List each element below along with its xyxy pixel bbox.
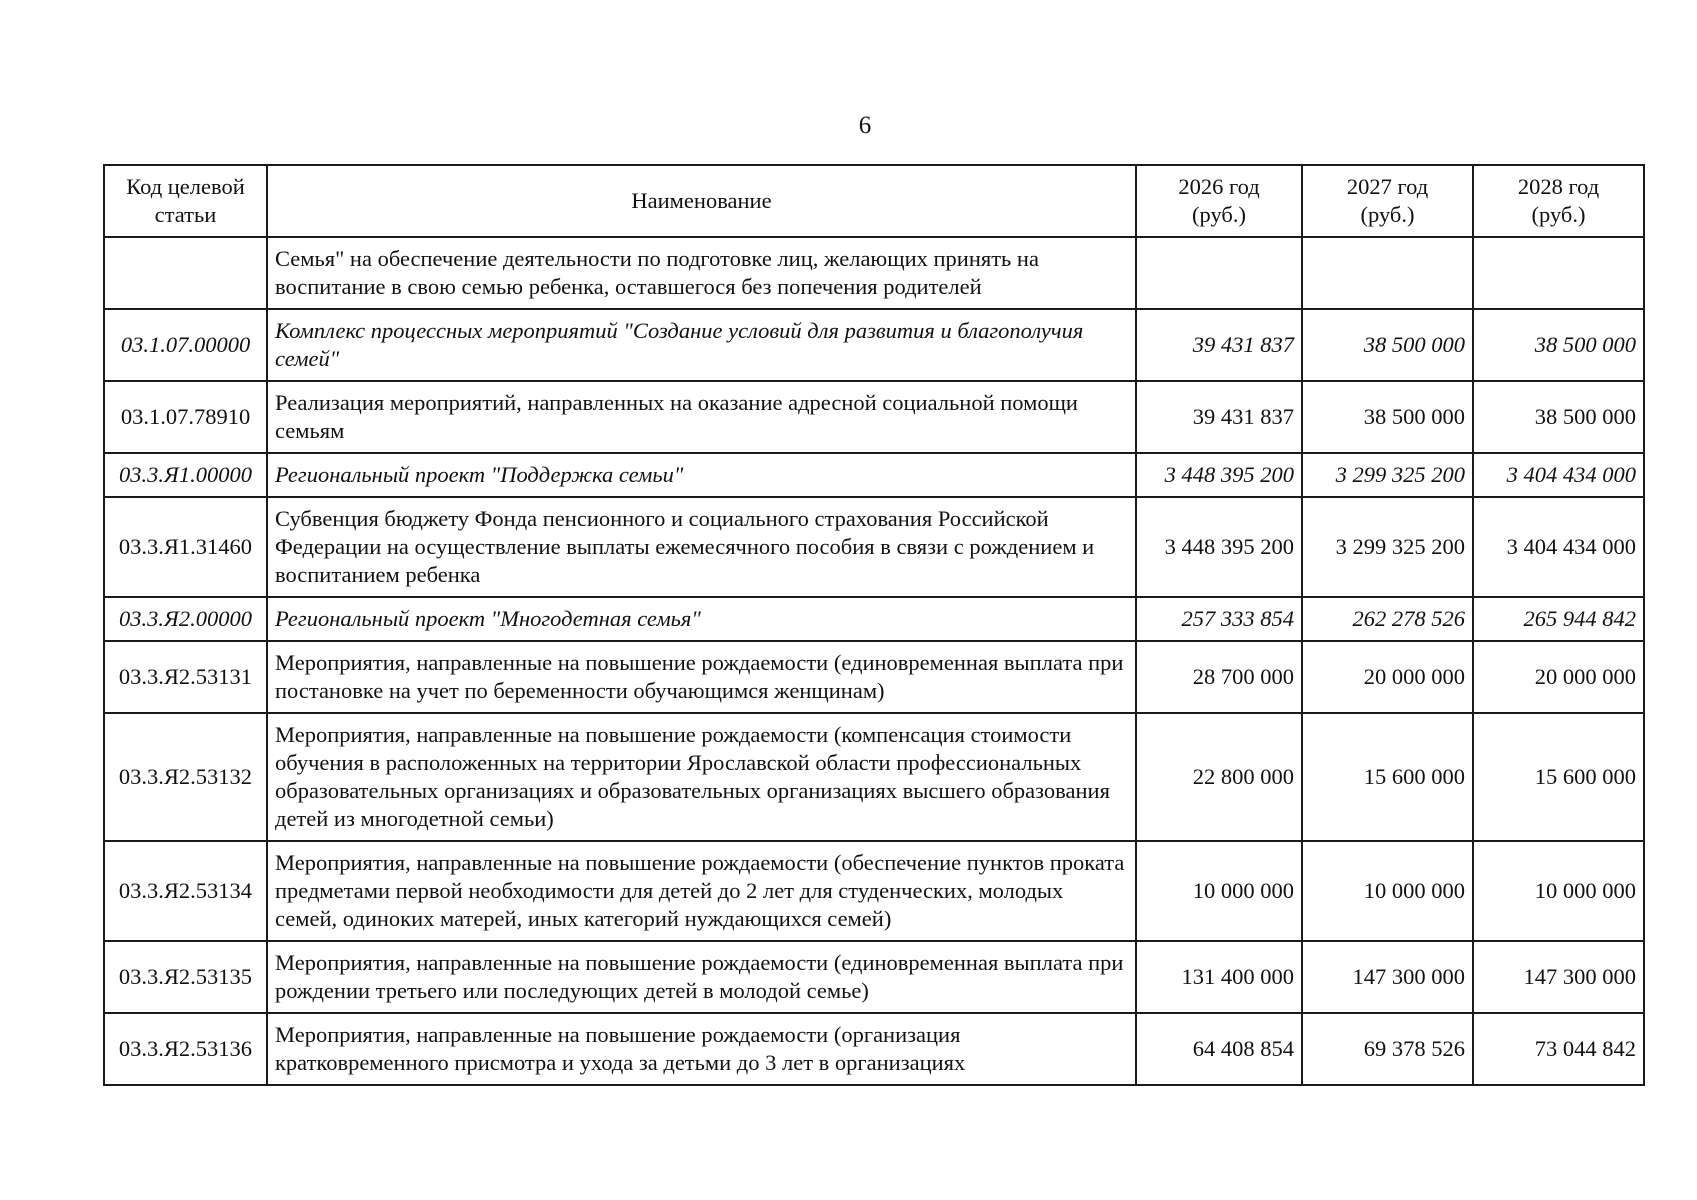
cell-code: 03.3.Я1.31460 (104, 497, 267, 597)
cell-name: Мероприятия, направленные на повышение рождаемости (компенсация стоимости обучения в расположенных на территории Ярославской области профессиональных образовательных организациях и образовательных организациях высшего образования детей из многодетной семьи) (267, 713, 1136, 841)
cell-2028: 147 300 000 (1473, 941, 1644, 1013)
cell-name: Реализация мероприятий, направленных на оказание адресной социальной помощи семьям (267, 381, 1136, 453)
cell-2026: 28 700 000 (1136, 641, 1302, 713)
cell-code: 03.1.07.78910 (104, 381, 267, 453)
cell-2027: 38 500 000 (1302, 309, 1473, 381)
cell-2026: 39 431 837 (1136, 309, 1302, 381)
cell-2028: 73 044 842 (1473, 1013, 1644, 1085)
cell-2028: 15 600 000 (1473, 713, 1644, 841)
cell-2027 (1302, 237, 1473, 309)
budget-table (103, 164, 1645, 1086)
table-row (104, 941, 1644, 1013)
cell-code: 03.3.Я2.53131 (104, 641, 267, 713)
cell-2028: 3 404 434 000 (1473, 453, 1644, 497)
cell-name: Мероприятия, направленные на повышение рождаемости (организация кратковременного присмотра и ухода за детьми до 3 лет в организациях (267, 1013, 1136, 1085)
cell-2026: 3 448 395 200 (1136, 497, 1302, 597)
table-row (104, 713, 1644, 841)
cell-name: Субвенция бюджету Фонда пенсионного и социального страхования Российской Федерации на осуществление выплаты ежемесячного пособия в связи с рождением и воспитанием ребенка (267, 497, 1136, 597)
cell-2028: 10 000 000 (1473, 841, 1644, 941)
cell-name: Мероприятия, направленные на повышение рождаемости (единовременная выплата при рождении третьего или последующих детей в молодой семье) (267, 941, 1136, 1013)
cell-2027: 38 500 000 (1302, 381, 1473, 453)
cell-code: 03.3.Я2.53134 (104, 841, 267, 941)
cell-2027: 15 600 000 (1302, 713, 1473, 841)
cell-name: Мероприятия, направленные на повышение рождаемости (обеспечение пунктов проката предметами первой необходимости для детей до 2 лет для студенческих, молодых семей, одиноких матерей, иных категорий нуждающихся семей) (267, 841, 1136, 941)
cell-name: Региональный проект "Многодетная семья" (267, 597, 1136, 641)
page-number: 6 (858, 112, 872, 139)
header-code: Код целевой статьи (104, 165, 267, 237)
table-row (104, 597, 1644, 641)
cell-code: 03.3.Я1.00000 (104, 453, 267, 497)
table-row (104, 309, 1644, 381)
cell-name: Семья" на обеспечение деятельности по подготовке лиц, желающих принять на воспитание в свою семью ребенка, оставшегося без попечения родителей (267, 237, 1136, 309)
cell-2026: 64 408 854 (1136, 1013, 1302, 1085)
cell-code: 03.3.Я2.53136 (104, 1013, 267, 1085)
table-row (104, 381, 1644, 453)
table-row (104, 1013, 1644, 1085)
table-row (104, 453, 1644, 497)
cell-2026: 257 333 854 (1136, 597, 1302, 641)
cell-name: Комплекс процессных мероприятий "Создание условий для развития и благополучия семей" (267, 309, 1136, 381)
cell-name: Региональный проект "Поддержка семьи" (267, 453, 1136, 497)
cell-2027: 20 000 000 (1302, 641, 1473, 713)
cell-2027: 147 300 000 (1302, 941, 1473, 1013)
cell-2027: 3 299 325 200 (1302, 497, 1473, 597)
table-row (104, 237, 1644, 309)
cell-2027: 3 299 325 200 (1302, 453, 1473, 497)
cell-2026: 10 000 000 (1136, 841, 1302, 941)
cell-name: Мероприятия, направленные на повышение рождаемости (единовременная выплата при постановке на учет по беременности обучающимся женщинам) (267, 641, 1136, 713)
cell-2028: 3 404 434 000 (1473, 497, 1644, 597)
cell-2027: 262 278 526 (1302, 597, 1473, 641)
cell-code: 03.3.Я2.53132 (104, 713, 267, 841)
cell-2028: 38 500 000 (1473, 309, 1644, 381)
cell-2028 (1473, 237, 1644, 309)
header-name: Наименование (267, 165, 1136, 237)
cell-2026: 3 448 395 200 (1136, 453, 1302, 497)
header-2028: 2028 год (руб.) (1473, 165, 1644, 237)
cell-2028: 20 000 000 (1473, 641, 1644, 713)
cell-code (104, 237, 267, 309)
cell-2028: 265 944 842 (1473, 597, 1644, 641)
cell-2028: 38 500 000 (1473, 381, 1644, 453)
cell-2026: 39 431 837 (1136, 381, 1302, 453)
cell-2026: 131 400 000 (1136, 941, 1302, 1013)
table-row (104, 841, 1644, 941)
table-row (104, 641, 1644, 713)
cell-2027: 10 000 000 (1302, 841, 1473, 941)
cell-2026 (1136, 237, 1302, 309)
cell-code: 03.3.Я2.00000 (104, 597, 267, 641)
table-header-row (104, 165, 1644, 237)
cell-code: 03.3.Я2.53135 (104, 941, 267, 1013)
cell-2026: 22 800 000 (1136, 713, 1302, 841)
cell-code: 03.1.07.00000 (104, 309, 267, 381)
cell-2027: 69 378 526 (1302, 1013, 1473, 1085)
table-row (104, 497, 1644, 597)
header-2026: 2026 год (руб.) (1136, 165, 1302, 237)
header-2027: 2027 год (руб.) (1302, 165, 1473, 237)
